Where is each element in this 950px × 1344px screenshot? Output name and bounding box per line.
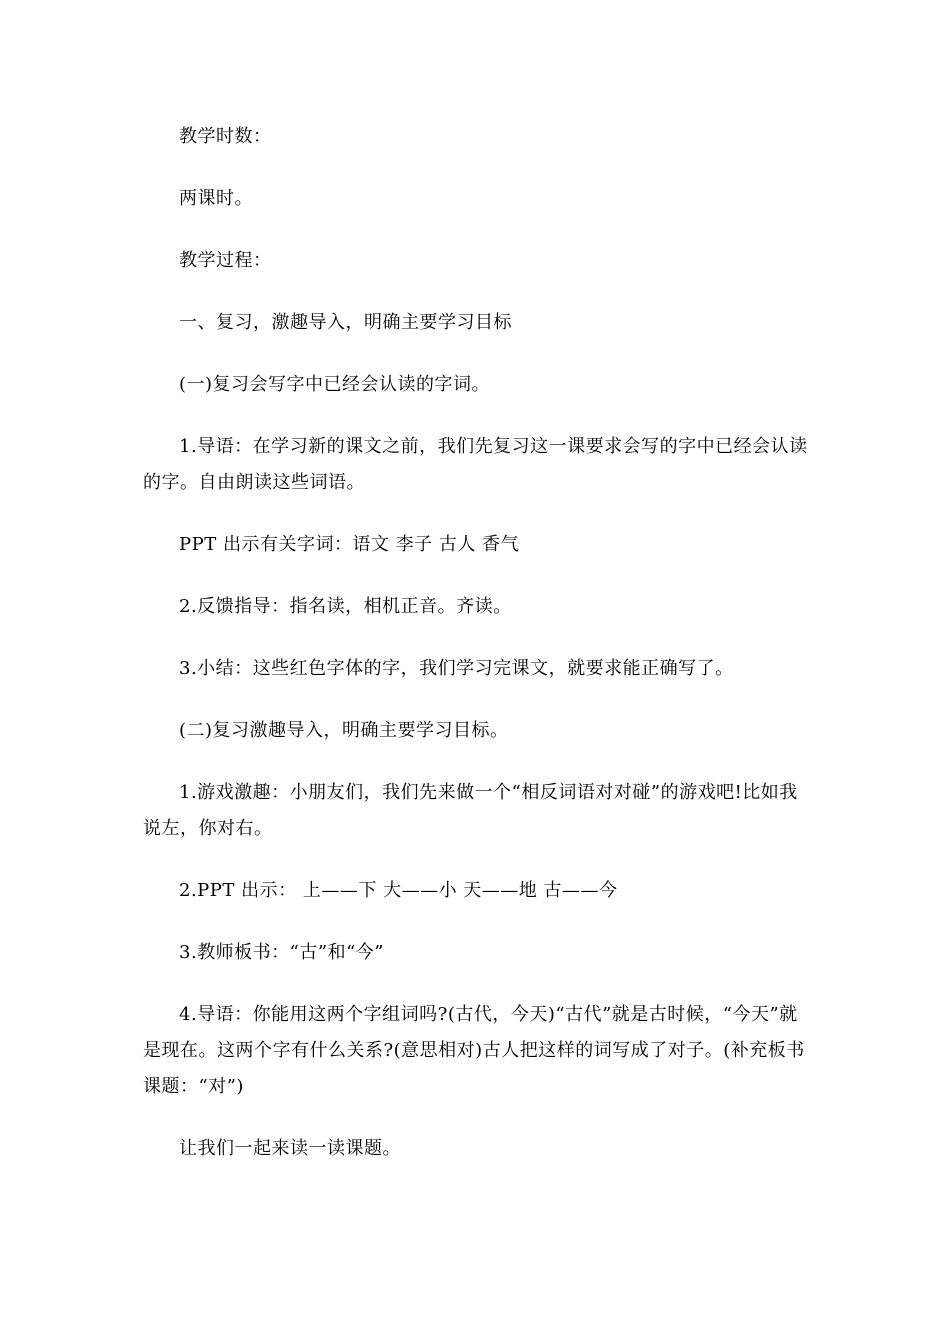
- subsection-1-title: (一)复习会写字中已经会认读的字词。: [179, 374, 491, 395]
- paragraph-read-title: 让我们一起来读一读课题。: [179, 1138, 401, 1159]
- paragraph-summary: 3.小结：这些红色字体的字，我们学习完课文，就要求能正确写了。: [179, 658, 734, 679]
- paragraph-guide-intro: 1.导语：在学习新的课文之前，我们先复习这一课要求会写的字中已经会认读的字。自由朗读这些词语。: [143, 436, 808, 493]
- heading-teaching-hours: 教学时数：: [179, 126, 272, 147]
- subsection-2-title: (二)复习激趣导入，明确主要学习目标。: [179, 720, 509, 741]
- document-body: [143, 119, 808, 1193]
- section-1-title: 一、复习，激趣导入，明确主要学习目标: [179, 312, 512, 333]
- paragraph-game: 1.游戏激趣：小朋友们，我们先来做一个“相反词语对对碰”的游戏吧!比如我说左，你对右。: [143, 782, 798, 839]
- paragraph-ppt-opposites: 2.PPT 出示： 上——下 大——小 天——地 古——今: [179, 880, 618, 901]
- paragraph-board-writing: 3.教师板书：“古”和“今”: [179, 942, 384, 963]
- teaching-hours-value: 两课时。: [179, 188, 253, 209]
- paragraph-guide-question: 4.导语：你能用这两个字组词吗?(古代，今天)“古代”就是古时候，“今天”就是现在。这两个字有什么关系?(意思相对)古人把这样的词写成了对子。(补充板书课题：“对”): [143, 1004, 805, 1097]
- heading-teaching-process: 教学过程：: [179, 250, 272, 271]
- paragraph-feedback: 2.反馈指导：指名读，相机正音。齐读。: [179, 596, 512, 617]
- paragraph-ppt-words: PPT 出示有关字词：语文 李子 古人 香气: [179, 534, 520, 555]
